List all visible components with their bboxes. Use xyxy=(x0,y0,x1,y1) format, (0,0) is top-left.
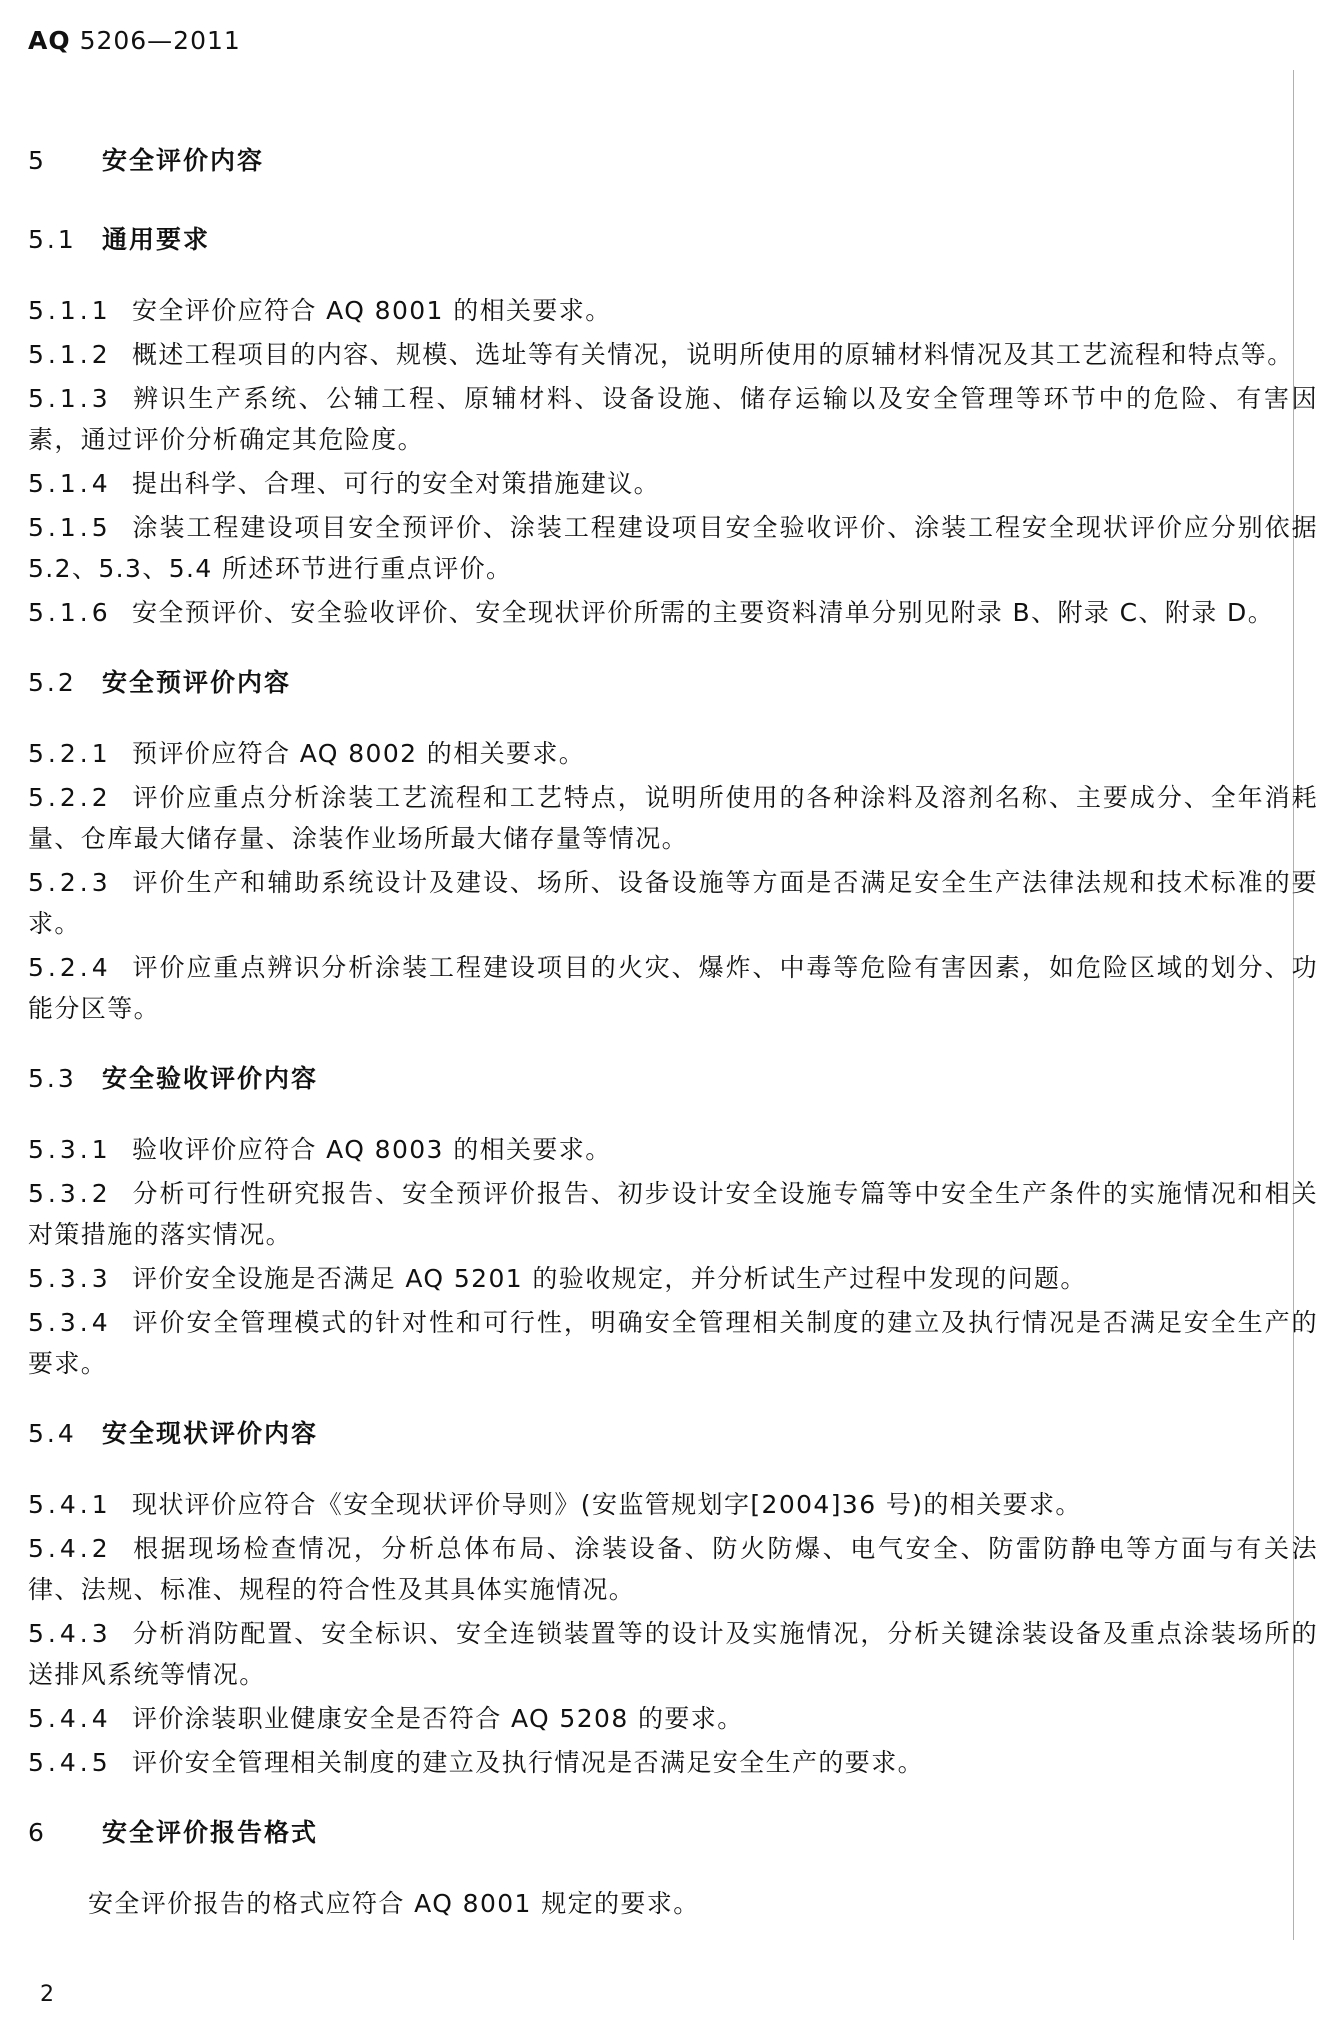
clause-text: 评价安全管理相关制度的建立及执行情况是否满足安全生产的要求。 xyxy=(132,1748,925,1777)
section-title: 安全验收评价内容 xyxy=(102,1064,319,1093)
section-number: 5.3 xyxy=(28,1064,77,1093)
section-title: 安全预评价内容 xyxy=(102,668,292,697)
clause-text: 评价应重点分析涂装工艺流程和工艺特点，说明所使用的各种涂料及溶剂名称、主要成分、全年消耗量、仓库最大储存量、涂装作业场所最大储存量等情况。 xyxy=(28,783,1318,853)
clause xyxy=(28,290,1318,331)
clause xyxy=(28,1484,1318,1525)
section-number: 5.4 xyxy=(28,1419,77,1448)
clause xyxy=(28,1173,1318,1255)
chapter-title: 安全评价报告格式 xyxy=(102,1818,319,1847)
clause-text: 分析可行性研究报告、安全预评价报告、初步设计安全设施专篇等中安全生产条件的实施情况和相关对策措施的落实情况。 xyxy=(28,1179,1318,1249)
clause-number: 5.2.3 xyxy=(28,868,112,897)
clause xyxy=(28,733,1318,774)
clause-number: 5.4.1 xyxy=(28,1490,112,1519)
clause-number: 5.1.2 xyxy=(28,340,112,369)
clause xyxy=(28,1613,1318,1695)
clause xyxy=(28,862,1318,944)
chapter-6-paragraph: 安全评价报告的格式应符合 AQ 8001 规定的要求。 xyxy=(88,1889,700,1918)
clause-text: 辨识生产系统、公辅工程、原辅材料、设备设施、储存运输以及安全管理等环节中的危险、有害因素，通过评价分析确定其危险度。 xyxy=(28,384,1318,454)
clause xyxy=(28,1528,1318,1610)
clause-text: 分析消防配置、安全标识、安全连锁装置等的设计及实施情况，分析关键涂装设备及重点涂装场所的送排风系统等情况。 xyxy=(28,1619,1318,1689)
clause-text: 概述工程项目的内容、规模、选址等有关情况，说明所使用的原辅材料情况及其工艺流程和特点等。 xyxy=(132,340,1294,369)
clause-number: 5.2.1 xyxy=(28,739,112,768)
clause-text: 涂装工程建设项目安全预评价、涂装工程建设项目安全验收评价、涂装工程安全现状评价应分别依据 5.2、5.3、5.4 所述环节进行重点评价。 xyxy=(28,513,1318,583)
clause-text: 根据现场检查情况，分析总体布局、涂装设备、防火防爆、电气安全、防雷防静电等方面与有关法律、法规、标准、规程的符合性及其具体实施情况。 xyxy=(28,1534,1318,1604)
clause-number: 5.1.6 xyxy=(28,598,112,627)
section-number: 5.2 xyxy=(28,668,77,697)
document-body xyxy=(28,140,1318,1924)
section-5-1 xyxy=(28,219,1318,633)
clause-number: 5.4.3 xyxy=(28,1619,112,1648)
clause-text: 评价安全设施是否满足 AQ 5201 的验收规定，并分析试生产过程中发现的问题。 xyxy=(132,1264,1087,1293)
section-heading xyxy=(28,1413,1318,1454)
clause-number: 5.1.3 xyxy=(28,384,112,413)
section-5-2 xyxy=(28,662,1318,1029)
clause-number: 5.4.2 xyxy=(28,1534,112,1563)
clause-number: 5.4.5 xyxy=(28,1748,112,1777)
clause xyxy=(28,507,1318,589)
clause-number: 5.2.2 xyxy=(28,783,112,812)
document-header xyxy=(28,26,241,55)
standard-code-prefix: AQ xyxy=(28,26,71,55)
clause-number: 5.3.3 xyxy=(28,1264,112,1293)
clause-text: 评价安全管理模式的针对性和可行性，明确安全管理相关制度的建立及执行情况是否满足安全生产的要求。 xyxy=(28,1308,1318,1378)
section-heading xyxy=(28,662,1318,703)
clause-text: 预评价应符合 AQ 8002 的相关要求。 xyxy=(132,739,586,768)
clause xyxy=(28,1258,1318,1299)
clause xyxy=(28,947,1318,1029)
chapter-6-heading xyxy=(28,1812,1318,1853)
clause-number: 5.3.1 xyxy=(28,1135,112,1164)
clause-number: 5.3.2 xyxy=(28,1179,112,1208)
clause xyxy=(28,777,1318,859)
clause xyxy=(28,1302,1318,1384)
clause-number: 5.1.1 xyxy=(28,296,112,325)
clause xyxy=(28,1698,1318,1739)
section-heading xyxy=(28,1058,1318,1099)
clause-text: 提出科学、合理、可行的安全对策措施建议。 xyxy=(132,469,661,498)
clause xyxy=(28,592,1318,633)
section-title: 通用要求 xyxy=(102,225,211,254)
section-5-3 xyxy=(28,1058,1318,1384)
clause-number: 5.3.4 xyxy=(28,1308,112,1337)
clause-text: 评价生产和辅助系统设计及建设、场所、设备设施等方面是否满足安全生产法律法规和技术标准的要求。 xyxy=(28,868,1318,938)
clause xyxy=(28,334,1318,375)
chapter-number: 6 xyxy=(28,1818,47,1847)
section-heading xyxy=(28,219,1318,260)
clause-number: 5.2.4 xyxy=(28,953,112,982)
clause xyxy=(28,1742,1318,1783)
clause-number: 5.4.4 xyxy=(28,1704,112,1733)
page-number: 2 xyxy=(40,1982,54,2007)
chapter-5-heading xyxy=(28,140,1318,181)
clause xyxy=(28,378,1318,460)
clause-text: 验收评价应符合 AQ 8003 的相关要求。 xyxy=(132,1135,612,1164)
standard-code-number: 5206—2011 xyxy=(79,26,241,55)
clause-text: 评价涂装职业健康安全是否符合 AQ 5208 的要求。 xyxy=(132,1704,744,1733)
section-number: 5.1 xyxy=(28,225,77,254)
clause-text: 安全预评价、安全验收评价、安全现状评价所需的主要资料清单分别见附录 B、附录 C、附录 D。 xyxy=(132,598,1275,627)
clause-number: 5.1.5 xyxy=(28,513,112,542)
clause xyxy=(28,1129,1318,1170)
clause-text: 评价应重点辨识分析涂装工程建设项目的火灾、爆炸、中毒等危险有害因素，如危险区域的划分、功能分区等。 xyxy=(28,953,1318,1023)
chapter-number: 5 xyxy=(28,146,47,175)
clause-text: 安全评价应符合 AQ 8001 的相关要求。 xyxy=(132,296,612,325)
section-title: 安全现状评价内容 xyxy=(102,1419,319,1448)
chapter-title: 安全评价内容 xyxy=(102,146,265,175)
clause-number: 5.1.4 xyxy=(28,469,112,498)
clause xyxy=(28,463,1318,504)
clause-text: 现状评价应符合《安全现状评价导则》(安监管规划字[2004]36 号)的相关要求。 xyxy=(132,1490,1082,1519)
section-5-4 xyxy=(28,1413,1318,1783)
